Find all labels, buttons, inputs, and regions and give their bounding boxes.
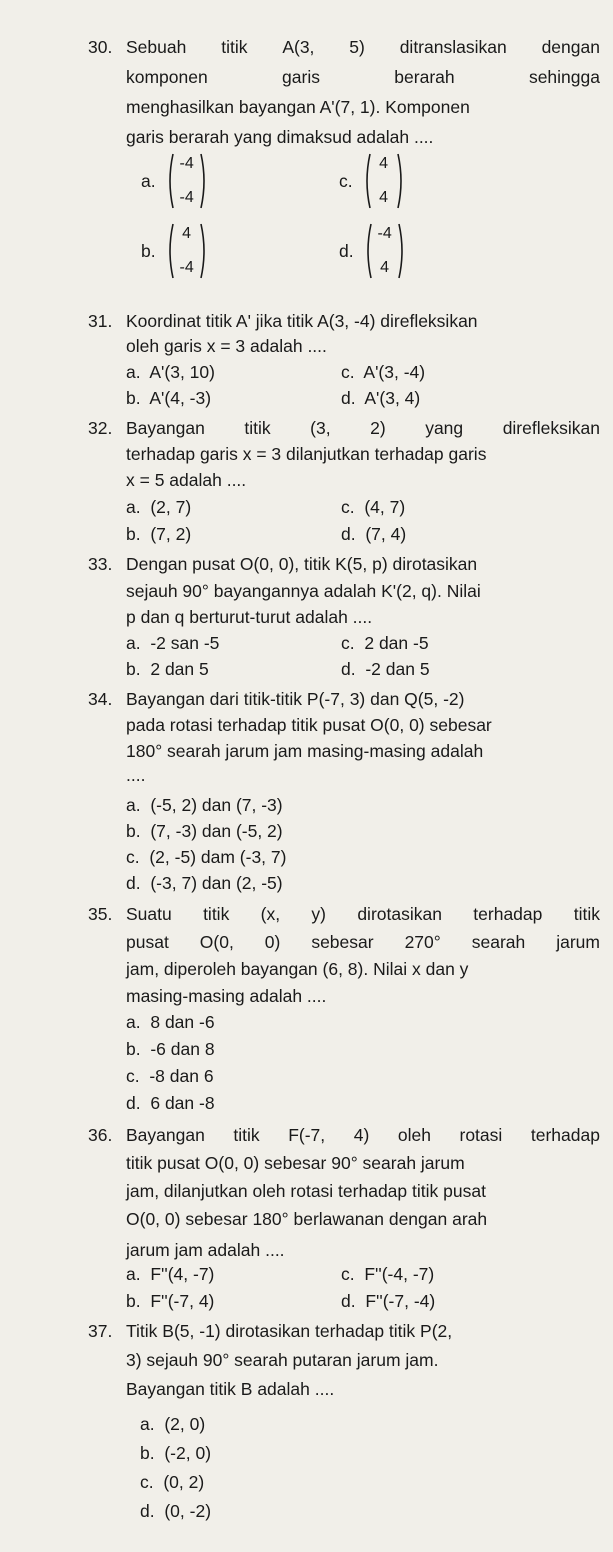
- question-number: 30.: [88, 37, 113, 57]
- question-text-line: Koordinat titik A' jika titik A(3, -4) direfleksikan: [126, 311, 478, 331]
- option-c[interactable]: c. 4 4: [339, 152, 405, 210]
- option-b[interactable]: b. -6 dan 8: [126, 1039, 215, 1059]
- question-text-line: 180° searah jarum jam masing-masing adalah: [126, 741, 484, 761]
- option-a[interactable]: a. F''(4, -7): [126, 1264, 215, 1284]
- question-number: 35.: [88, 904, 113, 924]
- option-a[interactable]: a. (2, 7): [126, 497, 192, 517]
- option-c[interactable]: c. F''(-4, -7): [341, 1264, 435, 1284]
- option-label: b.: [141, 240, 156, 261]
- right-paren-icon: [398, 222, 406, 280]
- right-paren-icon: [200, 222, 208, 280]
- option-d[interactable]: d. -2 dan 5: [341, 659, 430, 679]
- option-label: c.: [339, 170, 353, 191]
- question-number: 31.: [88, 311, 113, 331]
- left-paren-icon: [166, 222, 174, 280]
- option-c[interactable]: c. (4, 7): [341, 497, 406, 517]
- question-number: 36.: [88, 1125, 113, 1145]
- question-number: 37.: [88, 1321, 113, 1341]
- option-c[interactable]: c. (2, -5) dam (-3, 7): [126, 847, 287, 867]
- option-d[interactable]: d. (-3, 7) dan (2, -5): [126, 873, 283, 893]
- option-label: a.: [141, 170, 156, 191]
- left-paren-icon: [363, 152, 371, 210]
- right-paren-icon: [397, 152, 405, 210]
- question-text-line: Titik B(5, -1) dirotasikan terhadap titik P(2,: [126, 1321, 453, 1341]
- option-label: d.: [339, 240, 354, 261]
- question-text-line: pada rotasi terhadap titik pusat O(0, 0) sebesar: [126, 715, 492, 735]
- question-text-line: jarum jam adalah ....: [126, 1240, 285, 1260]
- question-text-line: pusat O(0, 0) sebesar 270° searah jarum: [126, 932, 600, 952]
- question-text-line: Bayangan titik B adalah ....: [126, 1379, 335, 1399]
- option-b[interactable]: b. (7, -3) dan (-5, 2): [126, 821, 283, 841]
- option-d[interactable]: d. (7, 4): [341, 524, 407, 544]
- option-b[interactable]: b. 2 dan 5: [126, 659, 209, 679]
- right-paren-icon: [200, 152, 208, 210]
- option-c[interactable]: c. -8 dan 6: [126, 1066, 214, 1086]
- left-paren-icon: [166, 152, 174, 210]
- question-text-line: jam, dilanjutkan oleh rotasi terhadap titik pusat: [126, 1181, 486, 1201]
- question-text-line: oleh garis x = 3 adalah ....: [126, 336, 327, 356]
- question-text-line: garis berarah yang dimaksud adalah ....: [126, 127, 434, 147]
- option-c[interactable]: c. (0, 2): [140, 1472, 205, 1492]
- question-text-line: Bayangan dari titik-titik P(-7, 3) dan Q(5, -2): [126, 689, 465, 709]
- question-text-line: Sebuah titik A(3, 5) ditranslasikan dengan: [126, 37, 600, 57]
- question-text-line: sejauh 90° bayangannya adalah K'(2, q). Nilai: [126, 581, 481, 601]
- question-text-line: Bayangan titik F(-7, 4) oleh rotasi terhadap: [126, 1125, 600, 1145]
- option-d[interactable]: d. -4 4: [339, 222, 406, 280]
- option-b[interactable]: b. A'(4, -3): [126, 388, 212, 408]
- question-text-line: ....: [126, 765, 146, 785]
- question-text-line: jam, diperoleh bayangan (6, 8). Nilai x dan y: [126, 959, 469, 979]
- option-b[interactable]: b. 4 -4: [141, 222, 208, 280]
- option-b[interactable]: b. F''(-7, 4): [126, 1291, 215, 1311]
- question-number: 34.: [88, 689, 113, 709]
- question-text-line: p dan q berturut-turut adalah ....: [126, 607, 373, 627]
- question-text-line: 3) sejauh 90° searah putaran jarum jam.: [126, 1350, 439, 1370]
- question-text-line: Bayangan titik (3, 2) yang direfleksikan: [126, 418, 600, 438]
- option-b[interactable]: b. (7, 2): [126, 524, 192, 544]
- option-c[interactable]: c. 2 dan -5: [341, 633, 429, 653]
- option-d[interactable]: d. A'(3, 4): [341, 388, 421, 408]
- option-b[interactable]: b. (-2, 0): [140, 1443, 212, 1463]
- question-number: 33.: [88, 554, 113, 574]
- option-a[interactable]: a. -2 san -5: [126, 633, 220, 653]
- question-text-line: masing-masing adalah ....: [126, 986, 327, 1006]
- option-c[interactable]: c. A'(3, -4): [341, 362, 426, 382]
- option-a[interactable]: a. A'(3, 10): [126, 362, 215, 382]
- option-a[interactable]: a. (2, 0): [140, 1414, 206, 1434]
- question-text-line: terhadap garis x = 3 dilanjutkan terhadap garis: [126, 444, 487, 464]
- option-d[interactable]: d. (0, -2): [140, 1501, 212, 1521]
- option-a[interactable]: a. (-5, 2) dan (7, -3): [126, 795, 283, 815]
- question-number: 32.: [88, 418, 113, 438]
- question-text-line: komponen garis berarah sehingga: [126, 67, 600, 87]
- question-text-line: Dengan pusat O(0, 0), titik K(5, p) dirotasikan: [126, 554, 478, 574]
- option-d[interactable]: d. F''(-7, -4): [341, 1291, 436, 1311]
- left-paren-icon: [364, 222, 372, 280]
- question-text-line: x = 5 adalah ....: [126, 470, 247, 490]
- question-text-line: O(0, 0) sebesar 180° berlawanan dengan arah: [126, 1209, 488, 1229]
- option-a[interactable]: a. 8 dan -6: [126, 1012, 215, 1032]
- option-a[interactable]: a. -4 -4: [141, 152, 208, 210]
- question-text-line: titik pusat O(0, 0) sebesar 90° searah jarum: [126, 1153, 465, 1173]
- question-text-line: Suatu titik (x, y) dirotasikan terhadap titik: [126, 904, 600, 924]
- option-d[interactable]: d. 6 dan -8: [126, 1093, 215, 1113]
- question-text-line: menghasilkan bayangan A'(7, 1). Komponen: [126, 97, 470, 117]
